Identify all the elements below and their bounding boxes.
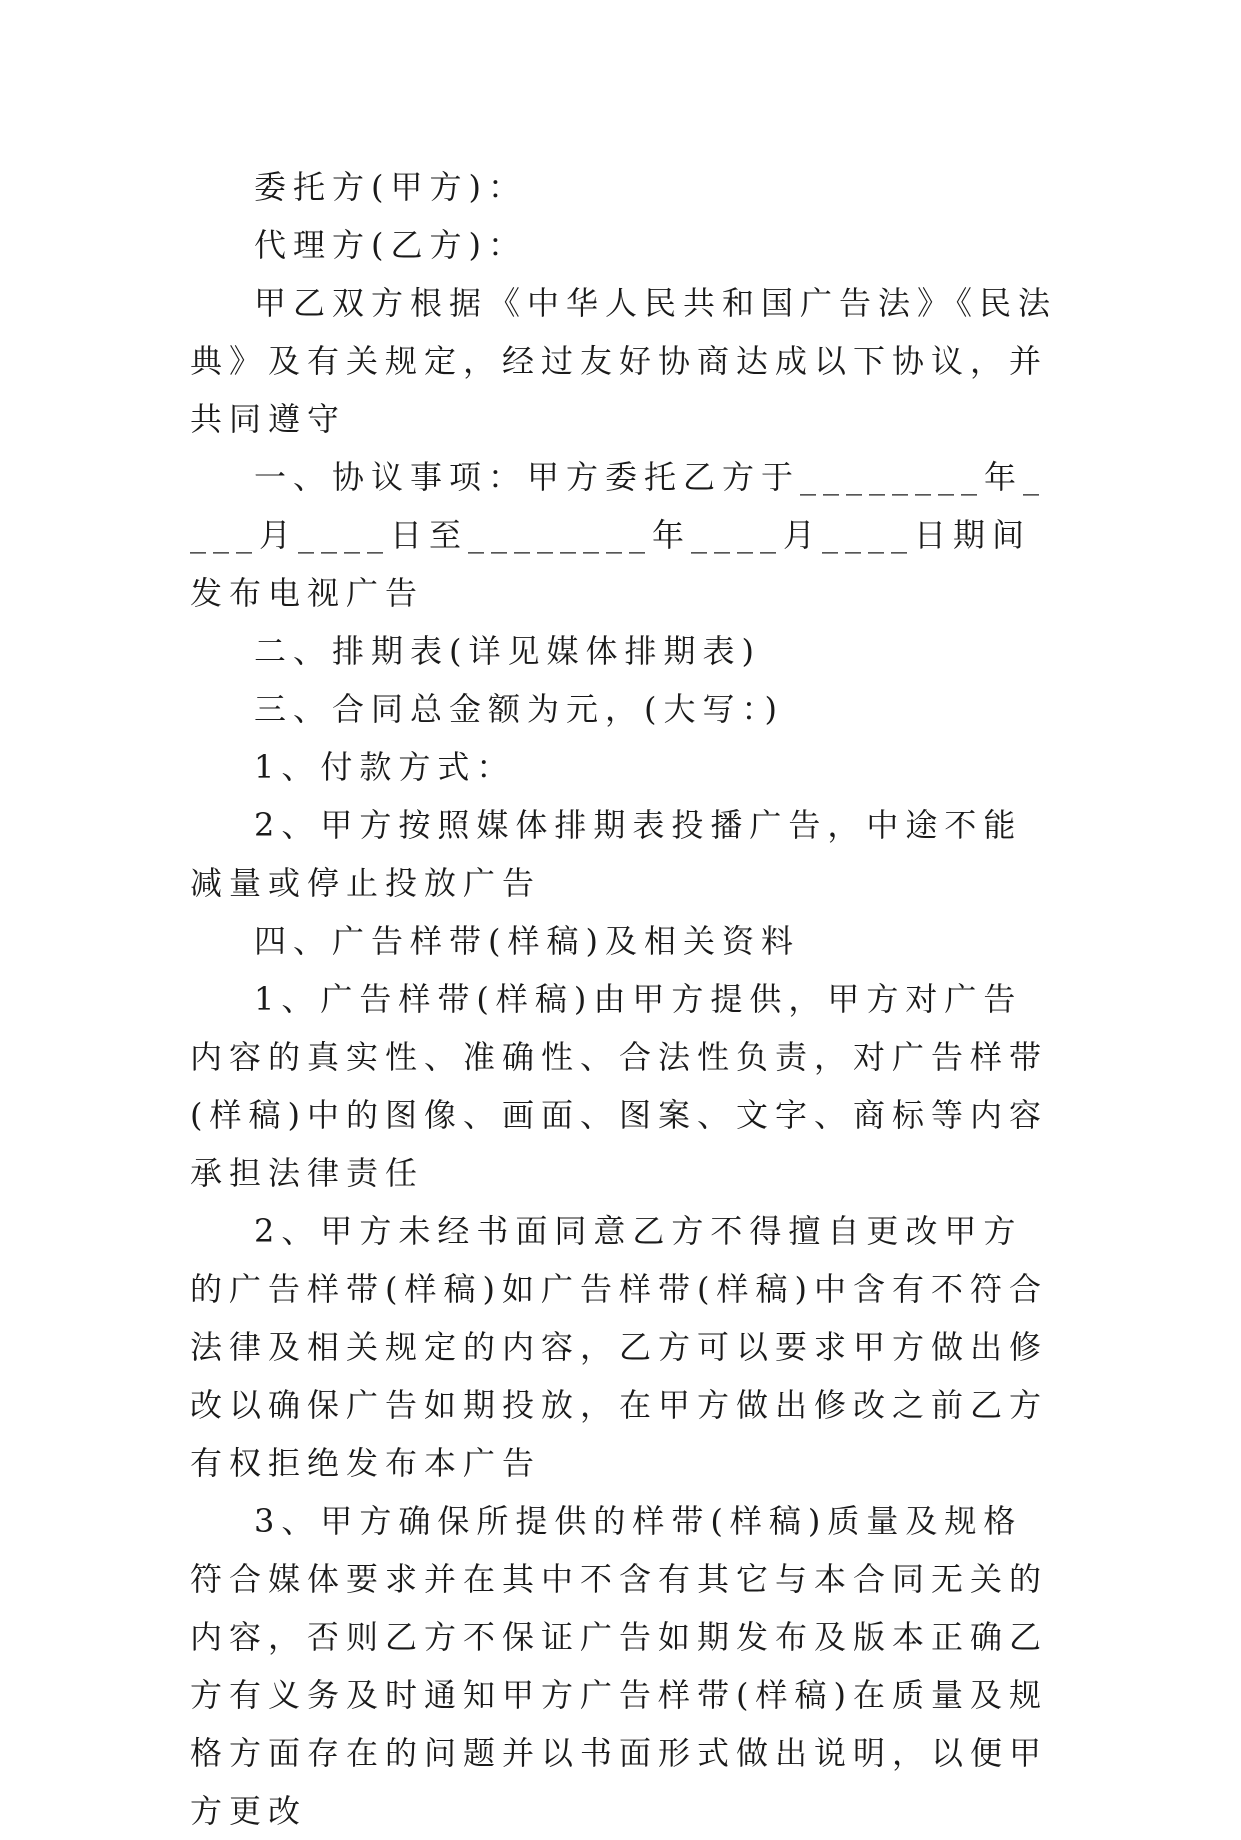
paragraph-clause-3: 三、合同总金额为元，(大写：) <box>254 690 784 728</box>
document-body <box>190 158 1060 1840</box>
paragraph-clause-3-item-1: 1、付款方式： <box>254 748 516 786</box>
paragraph-agent: 代理方(乙方)： <box>254 226 527 264</box>
paragraph-clause-1: 一、协议事项：甲方委托乙方于________年____月____日至________年____月____日期间发布电视广告 <box>190 458 1047 612</box>
paragraph-clause-2: 二、排期表(详见媒体排期表) <box>254 632 761 670</box>
paragraph-clause-4-item-2: 2、甲方未经书面同意乙方不得擅自更改甲方的广告样带(样稿)如广告样带(样稿)中含有不符合法律及相关规定的内容，乙方可以要求甲方做出修改以确保广告如期投放，在甲方做出修改之前乙方有权拒绝发布本广告 <box>190 1212 1049 1482</box>
paragraph-clause-4-item-1: 1、广告样带(样稿)由甲方提供，甲方对广告内容的真实性、准确性、合法性负责，对广告样带(样稿)中的图像、画面、图案、文字、商标等内容承担法律责任 <box>190 980 1049 1192</box>
paragraph-preamble: 甲乙双方根据《中华人民共和国广告法》《民法典》及有关规定，经过友好协商达成以下协议，并共同遵守 <box>190 284 1058 438</box>
paragraph-principal: 委托方(甲方)： <box>254 168 527 206</box>
paragraph-clause-4-item-3: 3、甲方确保所提供的样带(样稿)质量及规格符合媒体要求并在其中不含有其它与本合同无关的内容，否则乙方不保证广告如期发布及版本正确乙方有义务及时通知甲方广告样带(样稿)在质量及规格方面存在的问题并以书面形式做出说明，以便甲方更改 <box>190 1502 1049 1830</box>
paragraph-clause-4: 四、广告样带(样稿)及相关资料 <box>254 922 800 960</box>
paragraph-clause-3-item-2: 2、甲方按照媒体排期表投播广告，中途不能减量或停止投放广告 <box>190 806 1023 902</box>
